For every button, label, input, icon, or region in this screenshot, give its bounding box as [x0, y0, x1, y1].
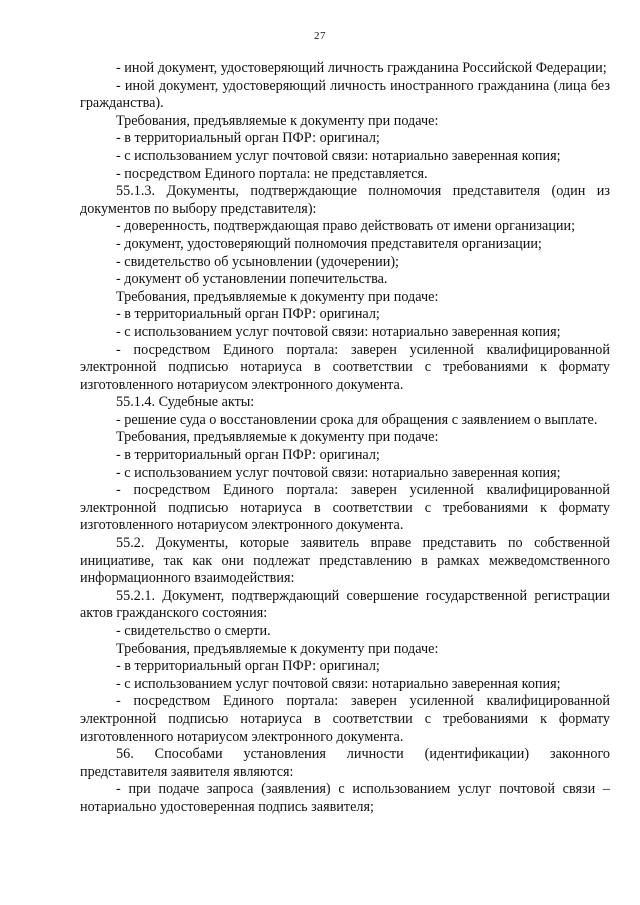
page-number: 27 [314, 30, 326, 42]
paragraph-postal-copy: - с использованием услуг почтовой связи: нотариально заверенная копия; [116, 464, 561, 481]
paragraph-postal-copy: - с использованием услуг почтовой связи: нотариально заверенная копия; [116, 675, 561, 692]
paragraph-portal-signature: - посредством Единого портала: заверен усиленной квалифицированной электронной подписью нотариуса в соответствии с требованиями к формату изготовленного нотариусом электронного документа. [80, 341, 610, 393]
paragraph-court-decision: - решение суда о восстановлении срока для обращения с заявлением о выплате. [116, 411, 598, 428]
document-body [80, 60, 610, 817]
paragraph-representative-doc: - документ, удостоверяющий полномочия представителя организации; [116, 235, 542, 252]
paragraph-id-doc-foreign: - иной документ, удостоверяющий личность иностранного гражданина (лица без гражданства). [80, 77, 610, 112]
paragraph-section-55-2-1: 55.2.1. Документ, подтверждающий совершение государственной регистрации актов гражданского состояния: [80, 587, 610, 622]
paragraph-pfr-original: - в территориальный орган ПФР: оригинал; [116, 306, 380, 323]
paragraph-portal-signature: - посредством Единого портала: заверен усиленной квалифицированной электронной подписью нотариуса в соответствии с требованиями к формату изготовленного нотариусом электронного документа. [80, 693, 610, 745]
paragraph-pfr-original: - в территориальный орган ПФР: оригинал; [116, 130, 380, 147]
paragraph-postal-copy: - с использованием услуг почтовой связи: нотариально заверенная копия; [116, 323, 561, 340]
paragraph-section-55-2: 55.2. Документы, которые заявитель вправе представить по собственной инициативе, так как они подлежат представлению в рамках межведомственного информационного взаимодействия: [80, 535, 610, 587]
paragraph-requirements-heading: Требования, предъявляемые к документу при подаче: [116, 288, 439, 305]
paragraph-section-55-1-4: 55.1.4. Судебные акты: [116, 394, 255, 411]
paragraph-id-doc-rf: - иной документ, удостоверяющий личность гражданина Российской Федерации; [116, 60, 607, 76]
paragraph-requirements-heading: Требования, предъявляемые к документу при подаче: [116, 429, 439, 446]
paragraph-postal-notarized-signature: - при подаче запроса (заявления) с использованием услуг почтовой связи – нотариально удостоверенная подпись заявителя; [80, 781, 610, 815]
paragraph-postal-copy: - с использованием услуг почтовой связи: нотариально заверенная копия; [116, 147, 561, 164]
paragraph-pfr-original: - в территориальный орган ПФР: оригинал; [116, 447, 380, 464]
paragraph-section-56: 56. Способами установления личности (идентификации) законного представителя заявителя являются: [80, 746, 610, 780]
paragraph-section-55-1-3: 55.1.3. Документы, подтверждающие полномочия представителя (один из документов по выбору представителя): [80, 183, 610, 217]
paragraph-portal-not-submitted: - посредством Единого портала: не представляется. [116, 165, 428, 182]
paragraph-requirements-heading: Требования, предъявляемые к документу при подаче: [116, 112, 439, 129]
paragraph-death-certificate: - свидетельство о смерти. [116, 623, 271, 639]
paragraph-requirements-heading: Требования, предъявляемые к документу при подаче: [116, 640, 439, 657]
paragraph-power-of-attorney: - доверенность, подтверждающая право действовать от имени организации; [116, 218, 576, 235]
paragraph-pfr-original: - в территориальный орган ПФР: оригинал; [116, 658, 380, 675]
paragraph-adoption-certificate: - свидетельство об усыновлении (удочерении); [116, 253, 399, 270]
paragraph-guardianship-doc: - документ об установлении попечительства. [116, 271, 388, 288]
paragraph-portal-signature: - посредством Единого портала: заверен усиленной квалифицированной электронной подписью нотариуса в соответствии с требованиями к формату изготовленного нотариусом электронного документа. [80, 482, 610, 534]
